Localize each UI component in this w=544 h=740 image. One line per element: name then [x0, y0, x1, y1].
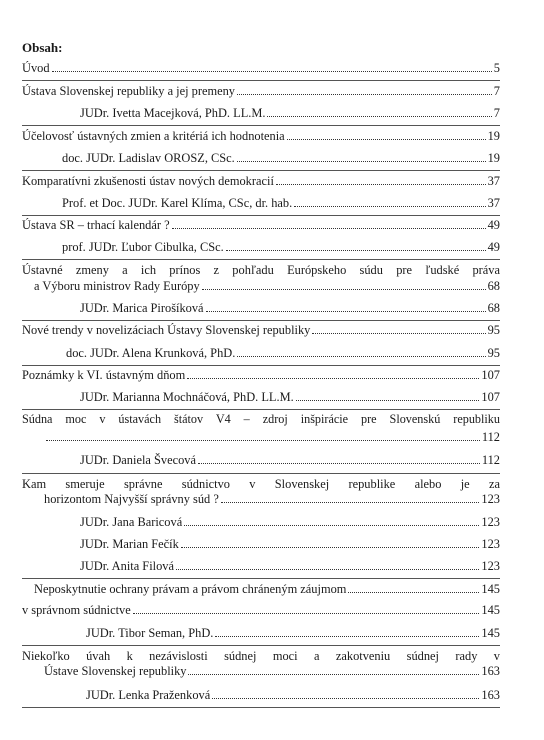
- toc-entry-zmeny[interactable]: [34, 280, 500, 293]
- divider: [22, 645, 500, 646]
- entry-title: Nové trendy v novelizáciach Ústavy Slovenskej republiky: [22, 323, 311, 337]
- dot-leader: [296, 400, 480, 401]
- entry-page: 107: [481, 368, 500, 382]
- entry-title-line1[interactable]: Súdna moc v ústavách štátov V4 – zdroj inšpirácie pre Slovenskú republiku: [22, 412, 500, 426]
- toc-entry-author[interactable]: [62, 241, 500, 254]
- dot-leader: [221, 502, 480, 503]
- entry-author: JUDr. Lenka Praženková: [86, 688, 211, 702]
- entry-page: 19: [487, 151, 500, 165]
- toc-entry-ucelovost[interactable]: [22, 130, 500, 143]
- toc-entry-author[interactable]: [80, 560, 500, 573]
- entry-author: JUDr. Jana Baricová: [80, 515, 183, 529]
- entry-title-line1[interactable]: Niekoľko úvah k nezávislosti súdnej moci a zakotveniu súdnej rady v: [22, 649, 500, 663]
- divider: [22, 473, 500, 474]
- toc-entry-author[interactable]: [86, 627, 500, 640]
- entry-author: JUDr. Anita Filová: [80, 559, 174, 573]
- divider: [22, 259, 500, 260]
- entry-page: 5: [493, 61, 500, 75]
- dot-leader: [348, 592, 479, 593]
- divider: [22, 170, 500, 171]
- entry-page: 7: [493, 106, 500, 120]
- toc-entry-author[interactable]: [80, 107, 500, 120]
- entry-title: Účelovosť ústavných zmien a kritériá ich hodnotenia: [22, 129, 285, 143]
- entry-title: Poznámky k VI. ústavným dňom: [22, 368, 186, 382]
- dot-leader: [172, 228, 486, 229]
- toc-entry-author[interactable]: [80, 391, 500, 404]
- entry-page: 7: [493, 84, 500, 98]
- toc-entry-trendy[interactable]: [22, 324, 500, 337]
- entry-page: 123: [481, 492, 500, 506]
- entry-title: Neposkytnutie ochrany právam a právom chráneným záujmom: [34, 582, 347, 596]
- divider: [22, 707, 500, 708]
- dot-leader: [276, 184, 486, 185]
- entry-author: JUDr. Marian Fečík: [80, 537, 179, 551]
- entry-page: 163: [481, 664, 500, 678]
- dot-leader: [215, 636, 479, 637]
- entry-page: 145: [481, 603, 500, 617]
- entry-page: 123: [481, 537, 500, 551]
- entry-page: 49: [487, 218, 500, 232]
- dot-leader: [187, 378, 479, 379]
- dot-leader: [226, 250, 486, 251]
- entry-page: 112: [481, 430, 500, 444]
- dot-leader: [237, 161, 486, 162]
- entry-author: prof. JUDr. Ľubor Cibulka, CSc.: [62, 240, 224, 254]
- dot-leader: [52, 71, 492, 72]
- toc-entry-author[interactable]: [80, 516, 500, 529]
- dot-leader: [46, 440, 480, 441]
- entry-page: 68: [487, 279, 500, 293]
- entry-author: JUDr. Daniela Švecová: [80, 453, 196, 467]
- dot-leader: [237, 94, 492, 95]
- divider: [22, 215, 500, 216]
- entry-title: Úvod: [22, 61, 50, 75]
- dot-leader: [198, 463, 480, 464]
- dot-leader: [188, 674, 479, 675]
- dot-leader: [287, 139, 486, 140]
- dot-leader: [184, 525, 479, 526]
- toc-entry-author[interactable]: [80, 454, 500, 467]
- entry-page: 19: [487, 129, 500, 143]
- divider: [22, 125, 500, 126]
- toc-entry-author[interactable]: [66, 347, 500, 360]
- toc-heading: Obsah:: [22, 40, 63, 55]
- dot-leader: [312, 333, 485, 334]
- entry-author: JUDr. Ivetta Macejková, PhD. LL.M.: [80, 106, 266, 120]
- toc-entry-poznamky[interactable]: [22, 369, 500, 382]
- divider: [22, 365, 500, 366]
- entry-page: 95: [487, 346, 500, 360]
- entry-title-line1[interactable]: Ústavné zmeny a ich prínos z pohľadu Európskeho súdu pre ľudské práva: [22, 263, 500, 277]
- dot-leader: [202, 289, 486, 290]
- divider: [22, 409, 500, 410]
- entry-page: 49: [487, 240, 500, 254]
- dot-leader: [133, 613, 480, 614]
- dot-leader: [212, 698, 479, 699]
- toc-entry-kam[interactable]: [44, 493, 500, 506]
- toc-entry-author[interactable]: [62, 152, 500, 165]
- entry-author: doc. JUDr. Alena Krunková, PhD.: [66, 346, 236, 360]
- entry-title: Ústava SR – trhací kalendár ?: [22, 218, 170, 232]
- toc-entry-author[interactable]: [80, 538, 500, 551]
- entry-title-line1[interactable]: Kam smeruje správne súdnictvo v Slovenskej republike alebo je za: [22, 477, 500, 491]
- entry-title: v správnom súdnictve: [22, 603, 131, 617]
- toc-entry-neposk-cont[interactable]: [22, 604, 500, 617]
- entry-author: JUDr. Marica Pirošíková: [80, 301, 204, 315]
- entry-page: 123: [481, 515, 500, 529]
- entry-page: 145: [481, 582, 500, 596]
- toc-entry-niekolko[interactable]: [44, 665, 500, 678]
- divider: [22, 80, 500, 81]
- dot-leader: [237, 356, 485, 357]
- divider: [22, 578, 500, 579]
- entry-title: a Výboru ministrov Rady Európy: [34, 279, 200, 293]
- toc-entry-author[interactable]: [86, 689, 500, 702]
- entry-page: 163: [481, 688, 500, 702]
- entry-page: 37: [487, 174, 500, 188]
- entry-author: JUDr. Marianna Mochnáčová, PhD. LL.M.: [80, 390, 294, 404]
- entry-title: horizontom Najvyšší správny súd ?: [44, 492, 219, 506]
- dot-leader: [176, 569, 479, 570]
- toc-entry-author[interactable]: [62, 197, 500, 210]
- divider: [22, 320, 500, 321]
- entry-page: 37: [487, 196, 500, 210]
- dot-leader: [206, 311, 486, 312]
- entry-page: 123: [481, 559, 500, 573]
- entry-title: Ústave Slovenskej republiky: [44, 664, 187, 678]
- entry-page: 112: [481, 453, 500, 467]
- entry-page: 95: [487, 323, 500, 337]
- entry-page: 145: [481, 626, 500, 640]
- toc-entry-kompar[interactable]: [22, 175, 500, 188]
- dot-leader: [181, 547, 480, 548]
- toc-entry-neposk[interactable]: [34, 583, 500, 596]
- toc-entry-sudna[interactable]: [44, 431, 500, 444]
- entry-author: JUDr. Tibor Seman, PhD.: [86, 626, 214, 640]
- entry-page: 68: [487, 301, 500, 315]
- dot-leader: [267, 116, 491, 117]
- toc-entry-ustava[interactable]: [22, 85, 500, 98]
- entry-title: Ústava Slovenskej republiky a jej premeny: [22, 84, 235, 98]
- toc-entry-author[interactable]: [80, 302, 500, 315]
- entry-author: Prof. et Doc. JUDr. Karel Klíma, CSc, dr. hab.: [62, 196, 293, 210]
- toc-entry-trhaci[interactable]: [22, 219, 500, 232]
- entry-author: doc. JUDr. Ladislav OROSZ, CSc.: [62, 151, 235, 165]
- dot-leader: [294, 206, 485, 207]
- entry-page: 107: [481, 390, 500, 404]
- entry-title: Komparatívni zkušenosti ústav nových demokracií: [22, 174, 274, 188]
- toc-entry-uvod[interactable]: [22, 62, 500, 75]
